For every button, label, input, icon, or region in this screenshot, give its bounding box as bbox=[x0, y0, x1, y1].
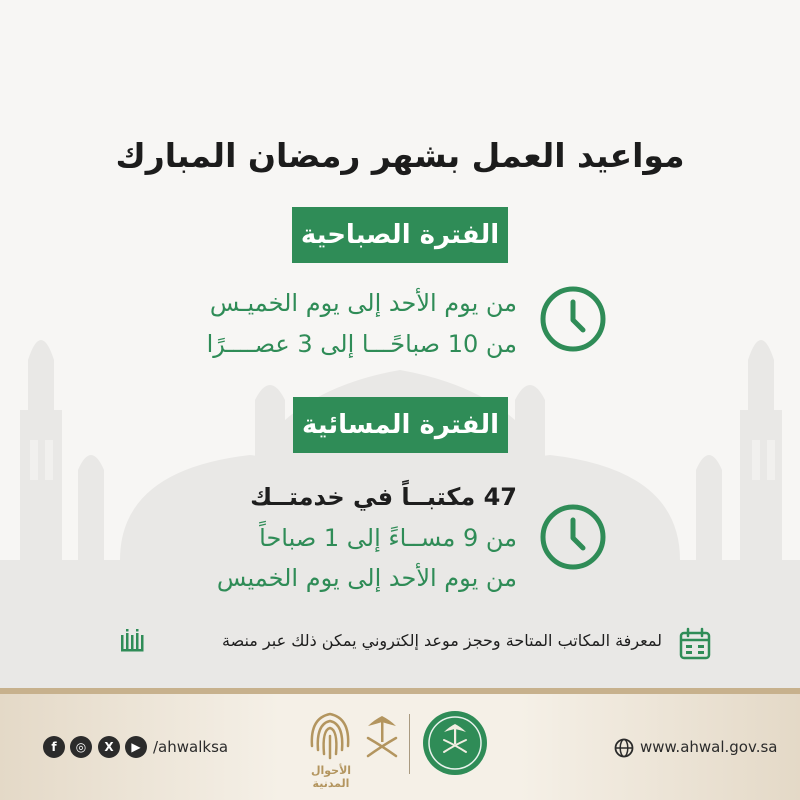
website-link[interactable]: www.ahwal.gov.sa bbox=[640, 738, 778, 756]
page-title: مواعيد العمل بشهر رمضان المبارك bbox=[115, 136, 685, 175]
facebook-icon[interactable]: f bbox=[43, 736, 65, 758]
evening-period-heading: الفترة المسائية bbox=[293, 397, 508, 453]
brand-name: الأحوال المدنية bbox=[310, 764, 352, 790]
evening-offices-text: 47 مكتبــاً في خدمتــك bbox=[250, 483, 517, 511]
morning-period-heading: الفترة الصباحية bbox=[292, 207, 508, 263]
evening-hours-text: من 9 مســاءً إلى 1 صباحاً bbox=[259, 524, 517, 552]
evening-days-text: من يوم الأحد إلى يوم الخميس bbox=[216, 564, 517, 592]
clock-icon bbox=[539, 285, 607, 353]
social-handle[interactable]: /ahwalksa bbox=[153, 738, 229, 756]
youtube-icon[interactable]: ▶ bbox=[125, 736, 147, 758]
booking-note: لمعرفة المكاتب المتاحة وحجز موعد إلكتروني يمكن ذلك عبر منصة bbox=[222, 631, 662, 650]
calendar-icon bbox=[678, 627, 712, 661]
x-icon[interactable]: X bbox=[98, 736, 120, 758]
absher-logo[interactable] bbox=[118, 627, 146, 655]
morning-hours-text: من 10 صباحًـــا إلى 3 عصــــرًا bbox=[206, 330, 517, 358]
clock-icon bbox=[539, 503, 607, 571]
morning-days-text: من يوم الأحد إلى يوم الخميـس bbox=[209, 289, 517, 317]
instagram-icon[interactable]: ◎ bbox=[70, 736, 92, 758]
